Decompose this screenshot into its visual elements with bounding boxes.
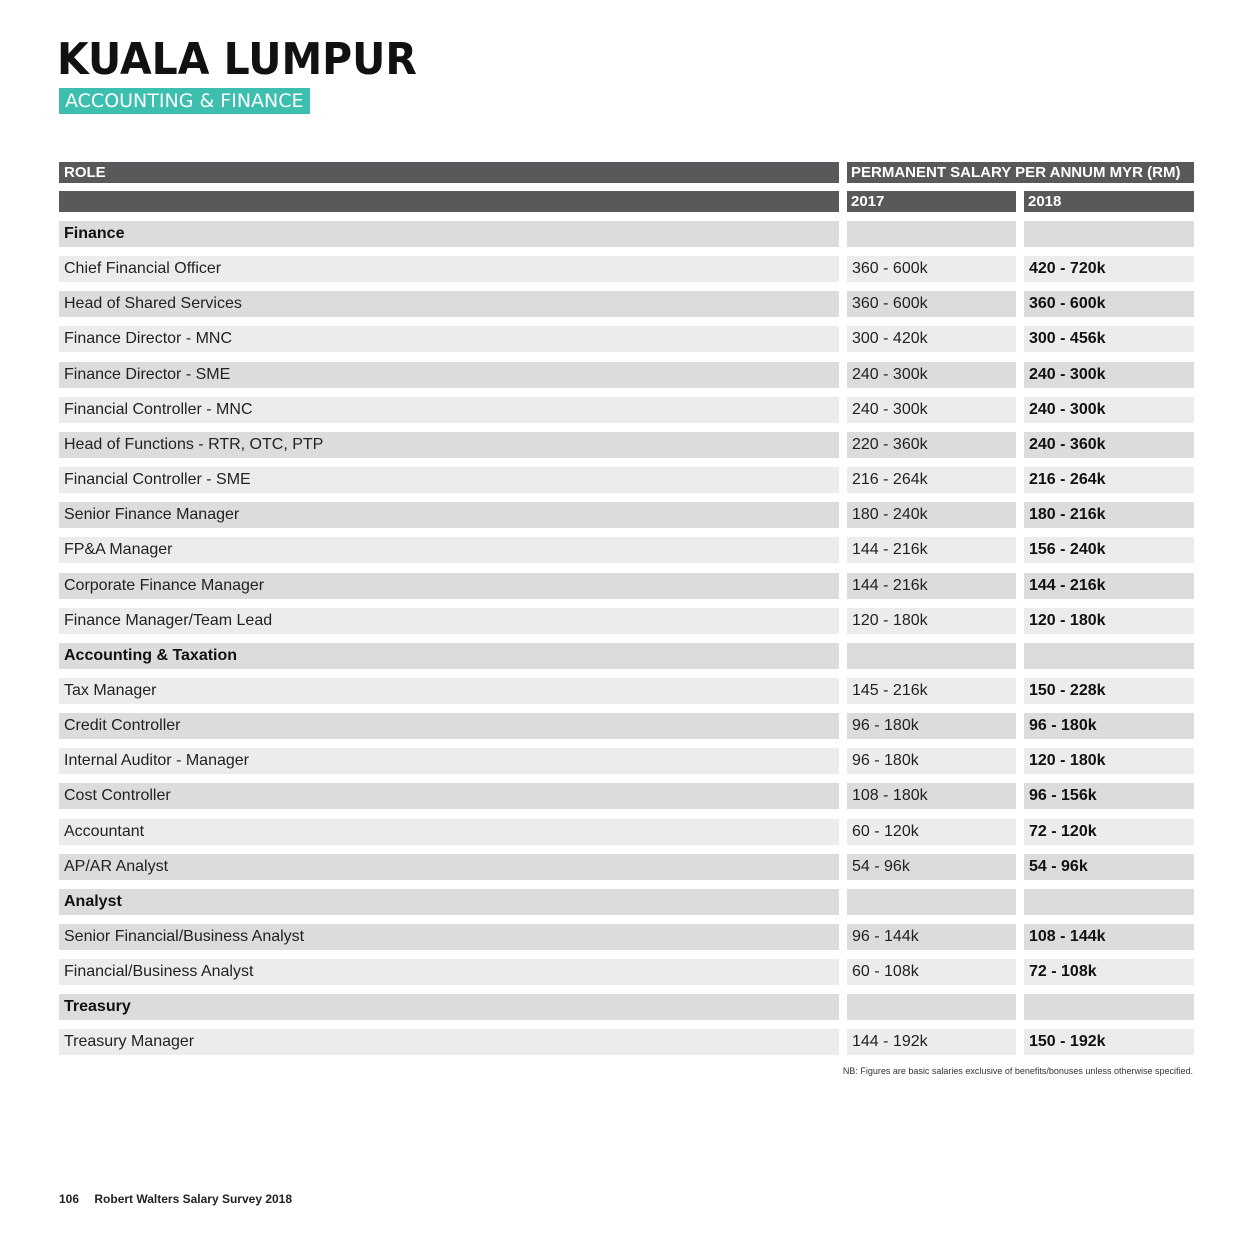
- year-2017-header: 2017: [847, 191, 1016, 212]
- salary-2017: 120 - 180k: [847, 608, 1016, 634]
- role-name: Head of Shared Services: [59, 291, 839, 317]
- publication-title: Robert Walters Salary Survey 2018: [94, 1192, 293, 1206]
- role-name: Finance Manager/Team Lead: [59, 608, 839, 634]
- role-name: Accountant: [59, 819, 839, 845]
- salary-2018: [1024, 889, 1194, 915]
- page-footer: [59, 1192, 292, 1206]
- role-name: Financial/Business Analyst: [59, 959, 839, 985]
- salary-2018: 156 - 240k: [1024, 537, 1194, 563]
- role-name: Finance Director - SME: [59, 362, 839, 388]
- salary-2017: 240 - 300k: [847, 362, 1016, 388]
- salary-2017: 180 - 240k: [847, 502, 1016, 528]
- salary-2017: 96 - 180k: [847, 713, 1016, 739]
- salary-2017: 60 - 108k: [847, 959, 1016, 985]
- salary-2018: 420 - 720k: [1024, 256, 1194, 282]
- salary-2017: 360 - 600k: [847, 256, 1016, 282]
- salary-2017: [847, 889, 1016, 915]
- salary-2018: 144 - 216k: [1024, 573, 1194, 599]
- salary-2018: 120 - 180k: [1024, 608, 1194, 634]
- role-name: Chief Financial Officer: [59, 256, 839, 282]
- salary-2017: 360 - 600k: [847, 291, 1016, 317]
- salary-2018: 54 - 96k: [1024, 854, 1194, 880]
- salary-2017: 216 - 264k: [847, 467, 1016, 493]
- section-heading: Treasury: [59, 994, 839, 1020]
- role-name: Financial Controller - MNC: [59, 397, 839, 423]
- salary-2018: 120 - 180k: [1024, 748, 1194, 774]
- salary-2018: 240 - 300k: [1024, 397, 1194, 423]
- salary-2018: 360 - 600k: [1024, 291, 1194, 317]
- salary-2018: 240 - 300k: [1024, 362, 1194, 388]
- role-name: Treasury Manager: [59, 1029, 839, 1055]
- section-heading: Finance: [59, 221, 839, 247]
- role-name: Financial Controller - SME: [59, 467, 839, 493]
- role-name: Tax Manager: [59, 678, 839, 704]
- salary-2017: 96 - 180k: [847, 748, 1016, 774]
- salary-column-header: PERMANENT SALARY PER ANNUM MYR (RM): [847, 162, 1194, 183]
- salary-2018: 240 - 360k: [1024, 432, 1194, 458]
- salary-2017: 220 - 360k: [847, 432, 1016, 458]
- salary-2017: [847, 221, 1016, 247]
- page-title: KUALA LUMPUR: [57, 34, 417, 85]
- salary-2017: 240 - 300k: [847, 397, 1016, 423]
- salary-2017: [847, 643, 1016, 669]
- role-name: Corporate Finance Manager: [59, 573, 839, 599]
- salary-2018: 216 - 264k: [1024, 467, 1194, 493]
- salary-2017: 145 - 216k: [847, 678, 1016, 704]
- salary-2017: 144 - 216k: [847, 537, 1016, 563]
- salary-2018: 108 - 144k: [1024, 924, 1194, 950]
- salary-2017: 54 - 96k: [847, 854, 1016, 880]
- salary-2017: 144 - 192k: [847, 1029, 1016, 1055]
- salary-2017: 96 - 144k: [847, 924, 1016, 950]
- salary-2017: 108 - 180k: [847, 783, 1016, 809]
- role-column-header: ROLE: [59, 162, 839, 183]
- role-name: Finance Director - MNC: [59, 326, 839, 352]
- salary-2018: 96 - 180k: [1024, 713, 1194, 739]
- role-name: AP/AR Analyst: [59, 854, 839, 880]
- salary-2018: 72 - 108k: [1024, 959, 1194, 985]
- salary-2018: 72 - 120k: [1024, 819, 1194, 845]
- salary-2017: 60 - 120k: [847, 819, 1016, 845]
- role-name: Cost Controller: [59, 783, 839, 809]
- salary-2018: 300 - 456k: [1024, 326, 1194, 352]
- role-name: FP&A Manager: [59, 537, 839, 563]
- salary-2017: [847, 994, 1016, 1020]
- salary-2018: [1024, 994, 1194, 1020]
- salary-2018: 180 - 216k: [1024, 502, 1194, 528]
- salary-2017: 144 - 216k: [847, 573, 1016, 599]
- footnote: NB: Figures are basic salaries exclusive of benefits/bonuses unless otherwise specified.: [842, 1066, 1193, 1076]
- role-name: Senior Financial/Business Analyst: [59, 924, 839, 950]
- salary-2018: 150 - 192k: [1024, 1029, 1194, 1055]
- year-2018-header: 2018: [1024, 191, 1194, 212]
- role-name: Senior Finance Manager: [59, 502, 839, 528]
- section-heading: Accounting & Taxation: [59, 643, 839, 669]
- role-name: Head of Functions - RTR, OTC, PTP: [59, 432, 839, 458]
- role-name: Internal Auditor - Manager: [59, 748, 839, 774]
- salary-2018: [1024, 221, 1194, 247]
- section-heading: Analyst: [59, 889, 839, 915]
- section-subtitle: ACCOUNTING & FINANCE: [59, 88, 310, 114]
- salary-2018: 150 - 228k: [1024, 678, 1194, 704]
- role-subheader-blank: [59, 191, 839, 212]
- salary-2018: [1024, 643, 1194, 669]
- role-name: Credit Controller: [59, 713, 839, 739]
- salary-2018: 96 - 156k: [1024, 783, 1194, 809]
- salary-2017: 300 - 420k: [847, 326, 1016, 352]
- page-number: 106: [59, 1192, 80, 1206]
